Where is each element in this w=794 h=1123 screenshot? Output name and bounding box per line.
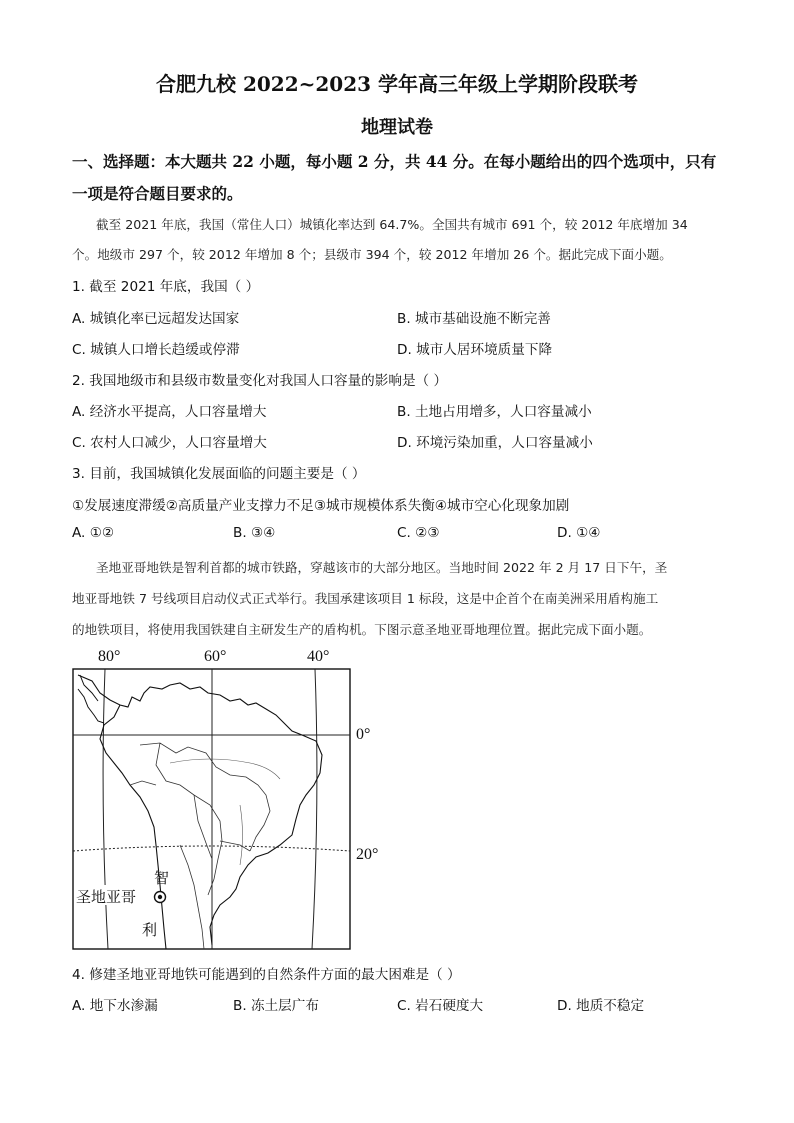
section-heading-line2: 一项是符合题目要求的。 xyxy=(72,184,243,203)
q1-option-d: D. 城市人居环境质量下降 xyxy=(397,342,553,358)
central-america xyxy=(78,675,104,723)
exam-title: 合肥九校 2022~2023 学年高三年级上学期阶段联考 xyxy=(155,72,638,96)
q2-option-b: B. 土地占用增多，人口容量减小 xyxy=(397,404,592,420)
q1-option-c: C. 城镇人口增长趋缓或停滞 xyxy=(72,342,240,358)
q3-items: ①发展速度滞缓②高质量产业支撑力不足③城市规模体系失衡④城市空心化现象加剧 xyxy=(72,498,570,514)
santiago-label: 圣地亚哥 xyxy=(76,888,137,906)
lon-label-80: 80° xyxy=(98,648,121,665)
q1-stem: 1. 截至 2021 年底，我国（ ） xyxy=(72,279,260,295)
chile-label-1: 智 xyxy=(154,869,170,887)
q1-option-b: B. 城市基础设施不断完善 xyxy=(397,311,551,327)
q1-option-a: A. 城镇化率已远超发达国家 xyxy=(72,311,240,327)
meridian-40 xyxy=(312,669,317,949)
lat-label-20: 20° xyxy=(356,846,379,863)
q2-stem: 2. 我国地级市和县级市数量变化对我国人口容量的影响是（ ） xyxy=(72,373,448,389)
meridian-80 xyxy=(103,669,108,949)
south-america-map xyxy=(70,645,379,955)
passage2-line2: 地亚哥地铁 7 号线项目启动仪式正式举行。我国承建该项目 1 标段，这是中企首个在南美洲采用盾构施工 xyxy=(72,591,659,606)
q4-option-a: A. 地下水渗漏 xyxy=(72,998,158,1014)
q3-option-a: A. ①② xyxy=(72,525,115,541)
santiago-dot xyxy=(158,895,162,899)
passage1-line1: 截至 2021 年底，我国（常住人口）城镇化率达到 64.7%。全国共有城市 691 个，较 2012 年底增加 34 xyxy=(96,217,688,232)
chile-label-2: 利 xyxy=(142,921,158,939)
continent-west-coast xyxy=(100,705,166,949)
passage1-line2: 个。地级市 297 个，较 2012 年增加 8 个；县级市 394 个，较 2012 年增加 26 个。据此完成下面小题。 xyxy=(72,247,672,262)
lon-label-40: 40° xyxy=(307,648,330,665)
q3-option-b: B. ③④ xyxy=(233,525,276,541)
river-lines xyxy=(170,759,280,865)
lat-label-0: 0° xyxy=(356,726,371,743)
passage2-line1: 圣地亚哥地铁是智利首都的城市铁路，穿越该市的大部分地区。当地时间 2022 年 2 月 17 日下午，圣 xyxy=(96,560,668,575)
exam-subtitle: 地理试卷 xyxy=(361,117,433,138)
q2-option-c: C. 农村人口减少，人口容量增大 xyxy=(72,435,267,451)
q4-stem: 4. 修建圣地亚哥地铁可能遇到的自然条件方面的最大困难是（ ） xyxy=(72,967,461,983)
q2-option-a: A. 经济水平提高，人口容量增大 xyxy=(72,404,267,420)
q3-option-c: C. ②③ xyxy=(397,525,440,541)
q4-option-d: D. 地质不稳定 xyxy=(557,998,645,1014)
q4-option-b: B. 冻土层广布 xyxy=(233,998,319,1014)
lon-label-60: 60° xyxy=(204,648,227,665)
q3-stem: 3. 目前，我国城镇化发展面临的问题主要是（ ） xyxy=(72,466,366,482)
q4-option-c: C. 岩石硬度大 xyxy=(397,998,484,1014)
passage2-line3: 的地铁项目，将使用我国铁建自主研发生产的盾构机。下图示意圣地亚哥地理位置。据此完成下面小题。 xyxy=(72,622,652,637)
q2-option-d: D. 环境污染加重，人口容量减小 xyxy=(397,435,593,451)
q3-option-d: D. ①④ xyxy=(557,525,601,541)
section-heading-line1: 一、选择题：本大题共 22 小题，每小题 2 分，共 44 分。在每小题给出的四个选项中，只有 xyxy=(72,152,717,171)
